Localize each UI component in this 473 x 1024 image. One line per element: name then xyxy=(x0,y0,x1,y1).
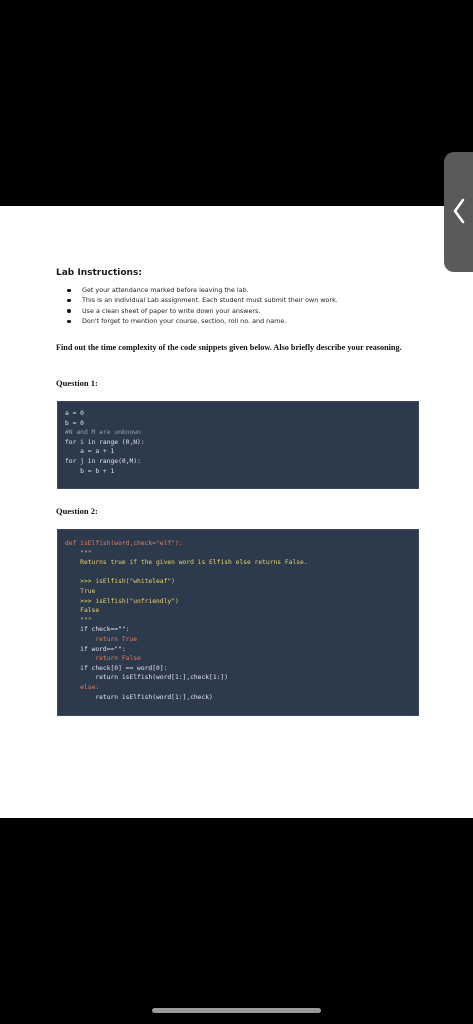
bullet-icon xyxy=(67,299,71,303)
code-line: return True xyxy=(65,635,138,643)
code-line: if word=="": xyxy=(65,645,126,653)
code-line: b = b + 1 xyxy=(65,467,115,475)
code-line: if check[0] == word[0]: xyxy=(65,664,168,672)
code-line: """ xyxy=(65,616,92,624)
question-1-label: Question 1: xyxy=(56,378,98,388)
question-2-label: Question 2: xyxy=(56,506,98,516)
code-line: """ xyxy=(65,549,92,557)
home-indicator[interactable] xyxy=(152,1008,321,1013)
code-line: False xyxy=(65,607,100,615)
code-line: def isElfish(word,check="elf"): xyxy=(65,540,183,547)
list-item xyxy=(56,285,338,295)
code-line: else: xyxy=(65,683,100,691)
instruction-text: This is an individual Lab assignment. Each student must submit their own work. xyxy=(82,296,338,305)
code-line: if check=="": xyxy=(65,626,130,634)
code-line: for i in range (0,N): xyxy=(65,438,145,446)
chevron-left-icon xyxy=(452,198,466,224)
task-prompt: Find out the time complexity of the code snippets given below. Also briefly describe your reasoning. xyxy=(56,343,402,352)
lab-instructions-heading: Lab Instructions: xyxy=(56,268,142,278)
bullet-icon xyxy=(67,309,71,313)
code-line: >>> isElfish("unfriendly") xyxy=(65,597,179,605)
instruction-text: Use a clean sheet of paper to write down your answers. xyxy=(82,306,261,315)
code-line: return isElfish(word[1:],check) xyxy=(65,693,213,701)
list-item xyxy=(56,306,338,316)
code-line: return False xyxy=(65,655,141,663)
code-line: #N and M are unknown xyxy=(65,429,141,437)
code-line: b = 0 xyxy=(65,419,84,427)
side-panel-tab[interactable] xyxy=(444,152,473,272)
instruction-text: Don't forget to mention your course, section, roll no. and name. xyxy=(82,317,287,326)
bullet-icon xyxy=(67,289,71,293)
question-2-code-block xyxy=(57,529,419,716)
bullet-icon xyxy=(67,320,71,324)
code-line: a = 0 xyxy=(65,410,84,417)
code-line: True xyxy=(65,587,96,595)
code-line: return isElfish(word[1:],check[1:]) xyxy=(65,674,229,682)
code-line: Returns true if the given word is Elfish else returns False. xyxy=(65,559,308,567)
question-1-code-block xyxy=(57,401,419,489)
code-line: a = a + 1 xyxy=(65,448,115,456)
list-item xyxy=(56,295,338,305)
document-page xyxy=(0,206,473,818)
code-line: for j in range(0,M): xyxy=(65,457,141,465)
code-line: >>> isElfish("whiteleaf") xyxy=(65,578,175,586)
instruction-text: Get your attendance marked before leaving the lab. xyxy=(82,286,249,294)
instructions-list xyxy=(56,285,338,327)
list-item xyxy=(56,316,338,326)
